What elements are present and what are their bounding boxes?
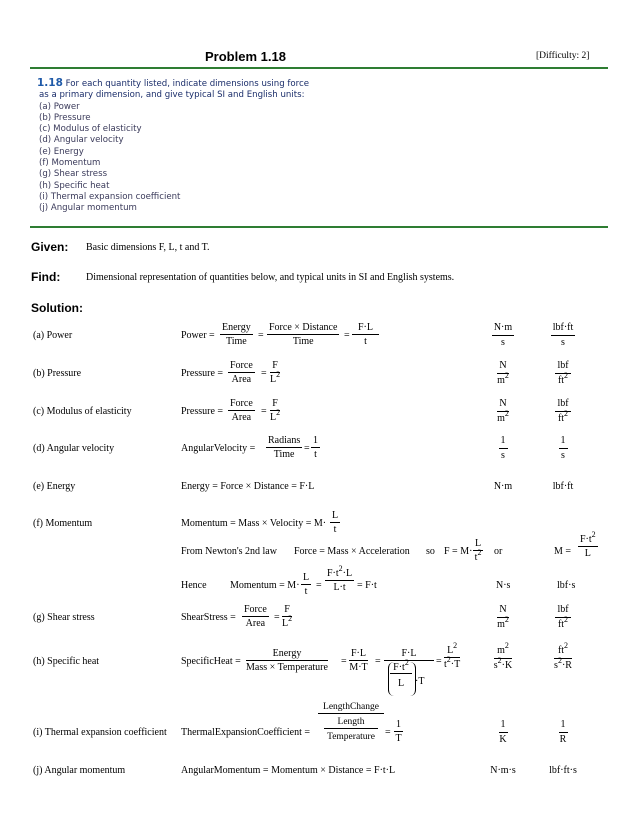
statement-item: (c) Modulus of elasticity [39, 124, 142, 135]
sh-lhs: SpecificHeat = [181, 656, 241, 667]
te-lhs: ThermalExpansionCoefficient = [181, 727, 311, 738]
row-label-momentum: (f) Momentum [33, 518, 93, 529]
modulus-frac-1: Force Area [230, 398, 253, 423]
hence-text: Hence [181, 580, 207, 591]
problem-number: 1.18 [37, 77, 63, 89]
shear-frac-1: Force Area [244, 604, 267, 629]
unit-si-3: $\frac{1}{s}$ [500, 435, 506, 461]
pressure-frac-1: Force Area [230, 360, 253, 385]
unit-en-0: lbf·ft s [552, 322, 574, 348]
find-text: Dimensional representation of quantities below, and typical units in SI and English systems. [86, 272, 455, 283]
find-label: Find: [31, 270, 61, 284]
given-label: Given: [31, 240, 69, 254]
statement-item: (g) Shear stress [39, 169, 108, 180]
hence-frac-1: $\frac{L}{t}$ [303, 572, 310, 597]
hence-frac-2: $\frac{F\cdot t^2\cdot L}{L\cdot t}$ [327, 564, 353, 593]
angvel-frac-1: Radians Time [268, 435, 301, 460]
sh-frac-4: $\frac{L^2}{t^2\cdot T}$ [444, 641, 461, 670]
unit-en-3: $\frac{1}{s}$ [560, 435, 566, 461]
power-lhs: Power = [181, 330, 215, 341]
statement-item: (d) Angular velocity [39, 135, 124, 146]
f-eq-m: F = M· [444, 546, 473, 557]
te-frac-2: $\frac{1}{T}$ [395, 719, 402, 744]
newton-eq: Force = Mass × Acceleration [294, 546, 410, 557]
pressure-lhs: Pressure = [181, 368, 224, 379]
newton-frac: $\frac{L}{t^2}$ [474, 538, 482, 563]
given-text: Basic dimensions F, L, t and T. [86, 242, 210, 253]
header-rule [30, 67, 608, 69]
statement-line-1: For each quantity listed, indicate dimensions using force [65, 79, 310, 89]
unit-si-6: $\frac{N}{m^2}$ [497, 604, 509, 630]
angvel-lhs: AngularVelocity = [181, 443, 256, 454]
momentum-eq: Momentum = Mass × Velocity = M· [181, 518, 327, 529]
pressure-frac-2: $\frac{F}{L^2}$ [270, 360, 281, 385]
statement-item: (e) Energy [39, 146, 84, 157]
row-label-power: (a) Power [33, 330, 73, 341]
unit-en-4: lbf·ft [552, 481, 574, 492]
mass-frac: $\frac{F\cdot t^2}{L}$ [580, 530, 596, 559]
momentum-en-unit: lbf·s [557, 580, 576, 591]
newton-intro: From Newton's 2nd law [181, 546, 277, 557]
statement-rule [30, 226, 608, 228]
so-text: so [426, 546, 435, 557]
modulus-frac-2: $\frac{F}{L^2}$ [270, 398, 281, 423]
sh-frac-2: $\frac{F\cdot L}{M\cdot T}$ [349, 648, 368, 673]
unit-en-8: $\frac{1}{R}$ [559, 719, 567, 745]
solution-label: Solution: [31, 301, 83, 315]
unit-en-2: lbf $ft^2$ [557, 398, 569, 424]
modulus-lhs: Pressure = [181, 406, 224, 417]
statement-item: (j) Angular momentum [39, 203, 137, 214]
statement-items [37, 102, 237, 215]
row-label-pressure: (b) Pressure [33, 368, 82, 379]
statement-item: (a) Power [39, 101, 80, 112]
unit-en-1: lbf $ft^2$ [557, 360, 569, 386]
momentum-frac: $\frac{L}{t}$ [332, 510, 339, 535]
or-text: or [494, 546, 503, 557]
angmom-eq: AngularMomentum = Momentum × Distance = F·t·L [181, 765, 396, 776]
row-label-angular-momentum: (j) Angular momentum [33, 765, 126, 776]
sh-frac-1: Energy Mass × Temperature [246, 648, 328, 673]
te-frac: LengthChange Length Temperature [318, 702, 384, 746]
unit-en-7: $\frac{ft^2}{s^2\cdot R}$ [554, 641, 572, 671]
row-label-shear-stress: (g) Shear stress [33, 612, 95, 623]
angvel-frac-2: $\frac{1}{t}$ [313, 435, 318, 460]
unit-si-2: $\frac{N}{m^2}$ [497, 398, 509, 424]
power-frac-1: Energy Time [222, 322, 251, 347]
statement-item: (h) Specific heat [39, 180, 110, 191]
row-label-specific-heat: (h) Specific heat [33, 656, 100, 667]
unit-si-9: N·m·s [490, 765, 516, 776]
momentum-si-unit: N·s [496, 580, 511, 591]
m-eq: M = [554, 546, 572, 557]
row-label-energy: (e) Energy [33, 481, 76, 492]
statement-item: (f) Momentum [39, 158, 101, 169]
problem-title: Problem 1.18 [205, 49, 286, 64]
energy-eq: Energy = Force × Distance = F·L [181, 481, 315, 492]
difficulty-label: [Difficulty: 2] [536, 51, 590, 61]
unit-si-0: $\frac{N\cdot m}{s}$ [493, 322, 513, 348]
unit-si-1: $\frac{N}{m^2}$ [497, 360, 509, 386]
unit-si-7: $\frac{m^2}{s^2\cdot K}$ [493, 641, 513, 671]
row-label-angular-velocity: (d) Angular velocity [33, 443, 115, 454]
row-label-modulus: (c) Modulus of elasticity [33, 406, 132, 417]
hence-result: = F·t [357, 580, 377, 591]
page: Problem 1.18 [Difficulty: 2] 1.18 For each quantity listed, indicate dimensions using force as a primary dimension, and give typical SI and English units: (a) Power (b) Pressure (c) Modulus of elasticity (d) Angular velocity (e) Energy (f) Momentum (g) Shear stress (h) Specific heat (i) Thermal expansion coefficient (j) Angular momentum Given: Basic dimensions F, L, t and T. Find: Dimensional representation of quantities below, and typical units in SI and English systems. Solution: (a) Power (b) Pressure (c) Modulus of elasticity (d) Angular velocity (e) Energy (f) Momentum (g) Shear stress (h) Specific heat (i) Thermal expansion coefficient (j) Angular momentum Power = Energy Time = Force × Distance Time = $\frac{F\cdot L}{t}$ Pressure = Force Area = $\frac{F}{L^2}$ Pressure = Force Area = $\frac{F}{L^2}$ AngularVelocity = Radians Time = $\frac{1}{t}$ Energy = Force × Distance = F·L Momentum = Mass × Velocity = M· $\frac{L}{t}$ From Newton's 2nd law Force = Mass × Acceleration so F = M· $\frac{L}{t^2}$ or M = $\frac{F\cdot t^2}{L}$ Hence Momentum = M· $\frac{L}{t}$ = $\frac{F\cdot t^2\cdot L}{L\cdot t}$ = F·t N·s lbf·s ShearStress = Force Area = $\frac{F}{L^2}$ SpecificHeat = Energy Mass × Temperature = $\frac{F\cdot L}{M\cdot T}$ = F·L $F\cdot t^2$ L ·T = $\frac{L^2}{t^2\cdot T}$ ThermalExpansionCoefficient = LengthChange Length Temperature = $\frac{1}{T}$ AngularMomentum = Momentum × Distance = F·t·L $\frac{N\cdot m}{s}$ lbf·ft s $\frac{N}{m^2}$ lbf $ft^2$ $\frac{N}{m^2}$ lbf $ft^2$ $\frac{1}{s}$ $\frac{1}{s}$ N·m lbf·ft $\frac{N}{m^2}$ lbf $ft^2$ $\frac{m^2}{s^2\cdot K}$ $\frac{ft^2}{s^2\cdot R}$ $\frac{1}{K}$ $\frac{1}{R}$ N·m·s lbf·ft·s [0, 0, 638, 826]
shear-lhs: ShearStress = [181, 612, 236, 623]
statement-line-2: as a primary dimension, and give typical SI and English units: [39, 90, 305, 101]
row-label-thermal-expansion: (i) Thermal expansion coefficient [33, 727, 167, 738]
unit-si-8: $\frac{1}{K}$ [499, 719, 507, 745]
power-frac-3: $\frac{F\cdot L}{t}$ [352, 322, 379, 347]
unit-en-6: lbf $ft^2$ [557, 604, 569, 630]
statement-item: (i) Thermal expansion coefficient [39, 191, 181, 202]
shear-frac-2: $\frac{F}{L^2}$ [282, 604, 293, 629]
problem-statement [37, 77, 310, 215]
statement-item: (b) Pressure [39, 112, 91, 123]
momentum-hence-lhs: Momentum = M· [230, 580, 300, 591]
unit-en-9: lbf·ft·s [549, 765, 577, 776]
sh-frac-3: F·L $F\cdot t^2$ L ·T [384, 648, 434, 696]
power-frac-2: Force × Distance Time [269, 322, 338, 347]
unit-si-4: N·m [493, 481, 513, 492]
